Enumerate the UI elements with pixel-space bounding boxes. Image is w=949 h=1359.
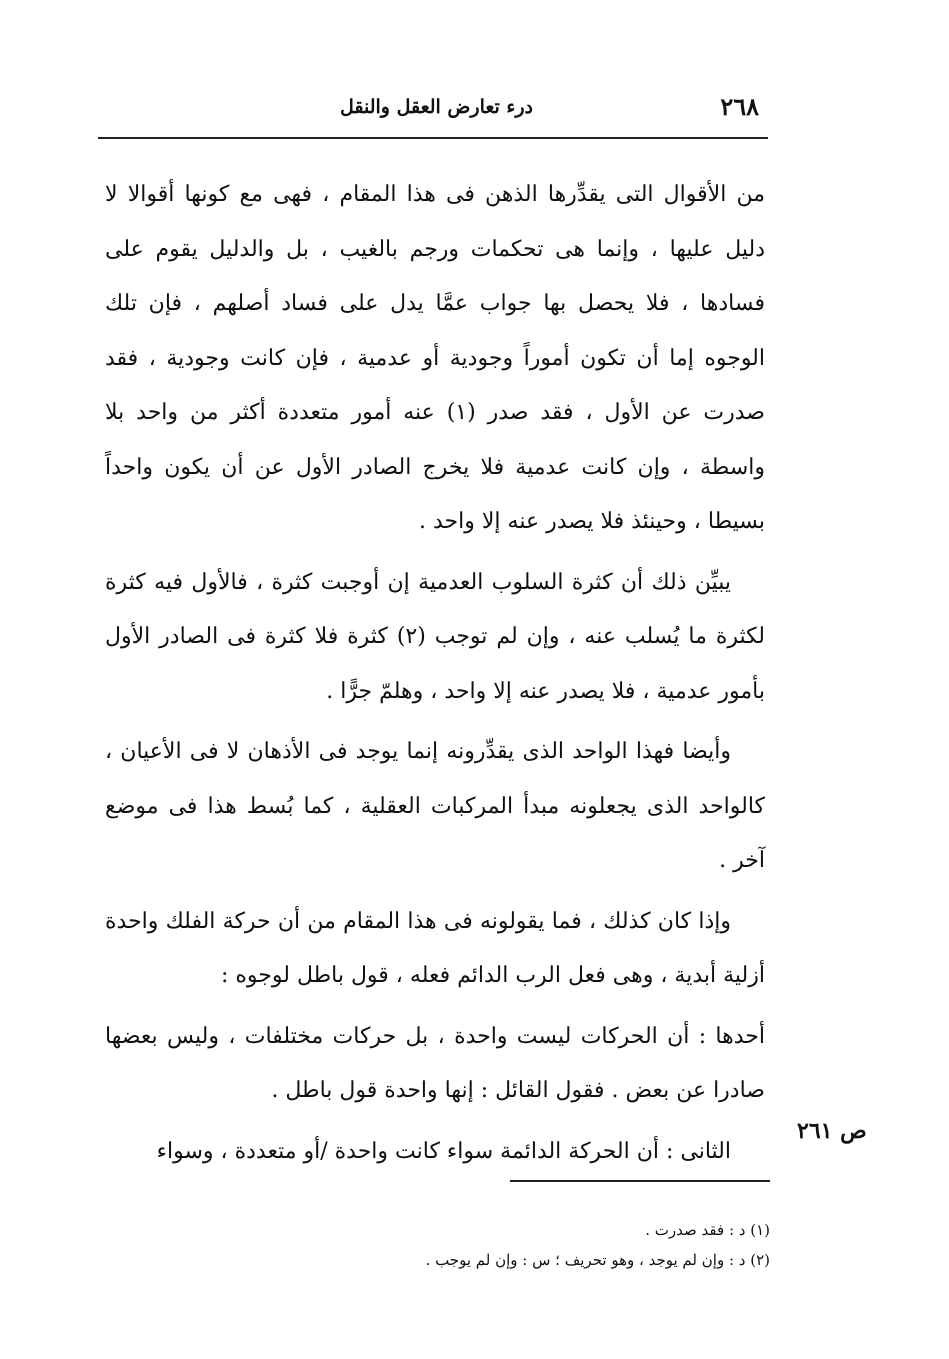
paragraph-2: يبيِّن ذلك أن كثرة السلوب العدمية إن أوجبت كثرة ، فالأول فيه كثرة لكثرة ما يُسلب عنه ، وإن لم توجب (٢) كثرة فلا كثرة فى الصادر الأول بأمور عدمية ، فلا يصدر عنه إلا واحد ، وهلمّ جرًّا . [105, 569, 765, 704]
paragraph-6: الثانى : أن الحركة الدائمة سواء كانت واحدة /أو متعددة ، وسواء [156, 1138, 731, 1164]
header-rule [98, 137, 768, 139]
footnote-1: (١) د : فقد صدرت . [645, 1221, 770, 1239]
paragraph-5: أحدها : أن الحركات ليست واحدة ، بل حركات مختلفات ، وليس بعضها صادرا عن بعض . فقول القائل : إنها واحدة قول باطل . [105, 1023, 765, 1103]
page-number: ٢٦٨ [720, 92, 759, 121]
margin-page-reference: ص ٢٦١ [797, 1118, 867, 1144]
paragraph-3: وأيضا فهذا الواحد الذى يقدِّرونه إنما يوجد فى الأذهان لا فى الأعيان ، كالواحد الذى يجعلونه مبدأ المركبات العقلية ، كما بُسط هذا فى موضع آخر . [105, 739, 765, 873]
running-title: درء تعارض العقل والنقل [339, 96, 533, 118]
footnote-rule [510, 1180, 770, 1182]
footnotes [300, 1215, 770, 1275]
paragraph-4: وإذا كان كذلك ، فما يقولونه فى هذا المقام من أن حركة الفلك واحدة أزلية أبدية ، وهى فعل الرب الدائم فعله ، قول باطل لوجوه : [105, 908, 765, 988]
footnote-2: (٢) د : وإن لم يوجد ، وهو تحريف ؛ س : وإن لم يوجب . [425, 1251, 770, 1269]
paragraph-1: من الأقوال التى يقدِّرها الذهن فى هذا المقام ، فهى مع كونها أقوالا لا دليل عليها ، وإنما هى تحكمات ورجم بالغيب ، بل والدليل يقوم على فسادها ، فلا يحصل بها جواب عمَّا يدل على فساد أصلهم ، فإن تلك الوجوه إما أن تكون أموراً وجودية أو عدمية ، فإن كانت وجودية ، فقد صدرت عن الأول ، فقد صدر (١) عنه أمور متعددة أكثر من واحد بلا واسطة ، وإن كانت عدمية فلا يخرج الصادر الأول عن أن يكون واحداً بسيطا ، وحينئذ فلا يصدر عنه إلا واحد . [105, 182, 766, 534]
main-text [105, 168, 765, 1179]
page-header [105, 92, 765, 132]
